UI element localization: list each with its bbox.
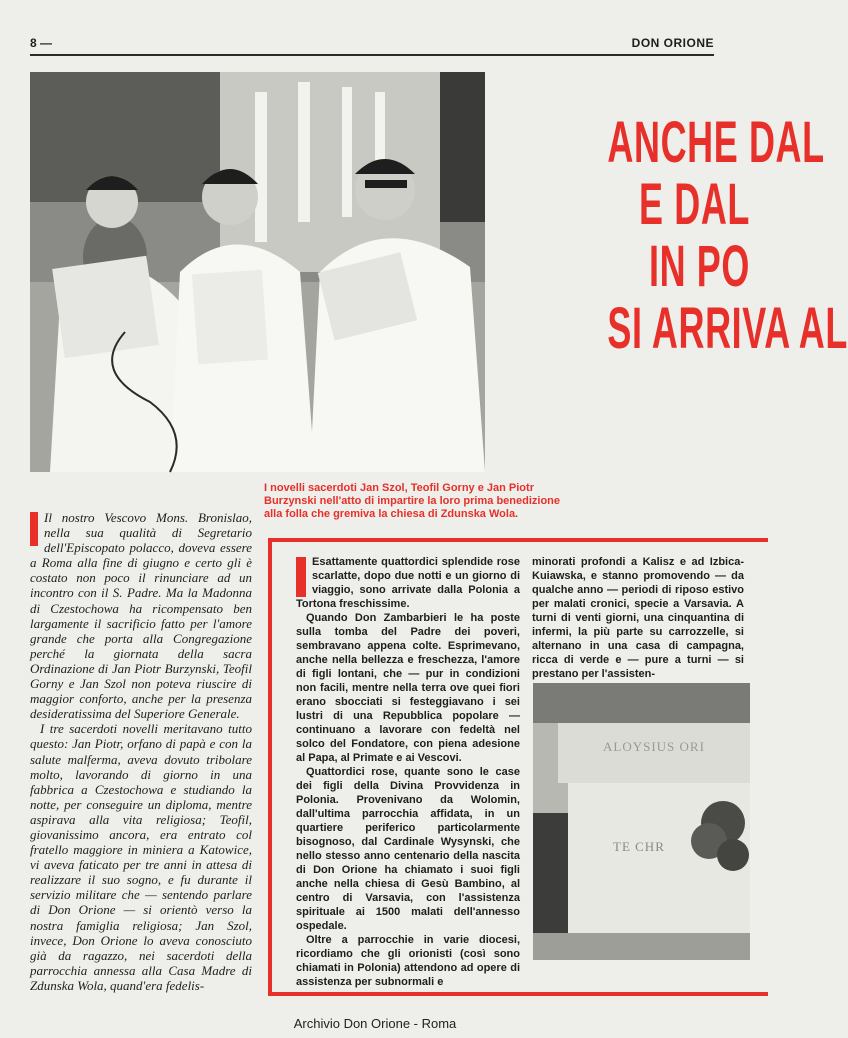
red-bar-marker [30,512,38,546]
magazine-title: DON ORIONE [631,36,714,50]
tomb-photo-image [533,683,750,960]
left-paragraph-2: I tre sacerdoti novelli meritavano tutto questo: Jan Piotr, orfano di papà e con la salute malferma, aveva dovuto tribolare molto, lavorando di giorno in una fabbrica a Czestochowa e studiando la notte, per conseguire un diploma, mentre aspirava alla vita religiosa; Teofil, giovanissimo ancora, era entrato col fratello maggiore in miniera a Katowice, vi aveva faticato per tre anni in attesa di realizzare il suo sogno, e fu durante il servizio militare che — sentendo parlare di Don Orione — si orientò verso la nostra famiglia religiosa; Jan Szol, invece, Don Orione lo aveva conosciuto già da ragazzo, nei sacerdoti della parrocchia annessa alla Casa Madre di Zdunska Wola, quand'era fedelis- [30,721,252,993]
right-column [532,555,744,681]
tomb-inscription-mid: TE CHR [613,839,665,854]
headline-line-1: ANCHE DAL [607,110,825,175]
headline [520,110,848,361]
headline-line-4: SI ARRIVA AL [607,296,848,361]
main-photo-image [30,72,485,472]
page-header [30,36,714,54]
header-rule [30,54,714,56]
archive-footer: Archivio Don Orione - Roma [293,1016,457,1031]
left-column [30,510,252,993]
headline-line-3: IN PO [648,234,750,299]
photo-caption: I novelli sacerdoti Jan Szol, Teofil Gorny e Jan Piotr Burzynski nell'atto di impartire la loro prima benedizione alla folla che gremiva la chiesa di Zdunska Wola. [264,482,561,520]
mid-paragraph-1: Esattamente quattordici splendide rose scarlatte, dopo due notti e un giorno di viaggio, sono arrivate dalla Polonia a Tortona freschissime. [296,556,520,610]
mid-paragraph-2: Quando Don Zambarbieri le ha poste sulla tomba del Padre dei poveri, sembravano appena colte. Esprimevano, anche nella bellezza e freschezza, l'amore di figli lontani, che — pur in condizioni non facili, mentre nella terra ove quei fiori erano sbocciati si festeggiavano i sei lustri di una Repubblica popolare — continuano a lavorare con fedeltà nel solco del Fondatore, con piena adesione al Papa, al Primate e ai Vescovi. [296,612,520,764]
left-paragraph-1: Il nostro Vescovo Mons. Bronislao, nella sua qualità di Segretario dell'Episcopato polacco, doveva essere a Roma alla fine di giugno e certo gli è costato non poco il rinunciare ad un incontro con il S. Padre. Ma la Madonna di Czestochowa ha ricompensato ben largamente il sacrificio fatto per l'amore grande che porta alla Congregazione perché la giornata della sacra Ordinazione di Jan Piotr Burzynski, Teofil Gorny e Jan Szol non poteva riuscire di maggior conforto, anche per la presenza desideratissima del Superiore Generale. [30,510,252,722]
tomb-photo [533,683,750,960]
main-photo [30,72,485,472]
red-bar-marker [296,557,306,597]
mid-paragraph-3: Quattordici rose, quante sono le case dei figli della Divina Provvidenza in Polonia. Provenivano da Wolomin, dall'ultima parrocchia affidata, in un quartiere periferico particolarmente bisognoso, dal Cardinale Wysynski, che nello stesso anno centenario della nascita di Don Orione ha chiamato i suoi figli anche nella chiesa di Gesù Bambino, al centro di Varsavia, con l'assistenza spirituale ai 1500 malati dell'annesso ospedale. [296,766,520,932]
middle-column [296,555,520,989]
headline-line-2: E DAL [639,172,750,237]
right-paragraph-1: minorati profondi a Kalisz e ad Izbica-Kuiawska, e stanno promovendo — da qualche anno — periodi di riposo estivo per malati cronici, specie a Varsavia. A turni di venti giorni, una cinquantina di infermi, la più parte su carrozzelle, si alternano in una casa di campagna, ricca di verde e — pure a turni — si prestano per l'assisten- [532,556,744,680]
page-number: 8 — [30,36,53,50]
mid-paragraph-4: Oltre a parrocchie in varie diocesi, ricordiamo che gli orionisti (così sono chiamati in Polonia) attendono ad opere di assistenza per subnormali e [296,934,520,988]
tomb-inscription-top: ALOYSIUS ORI [603,739,705,754]
